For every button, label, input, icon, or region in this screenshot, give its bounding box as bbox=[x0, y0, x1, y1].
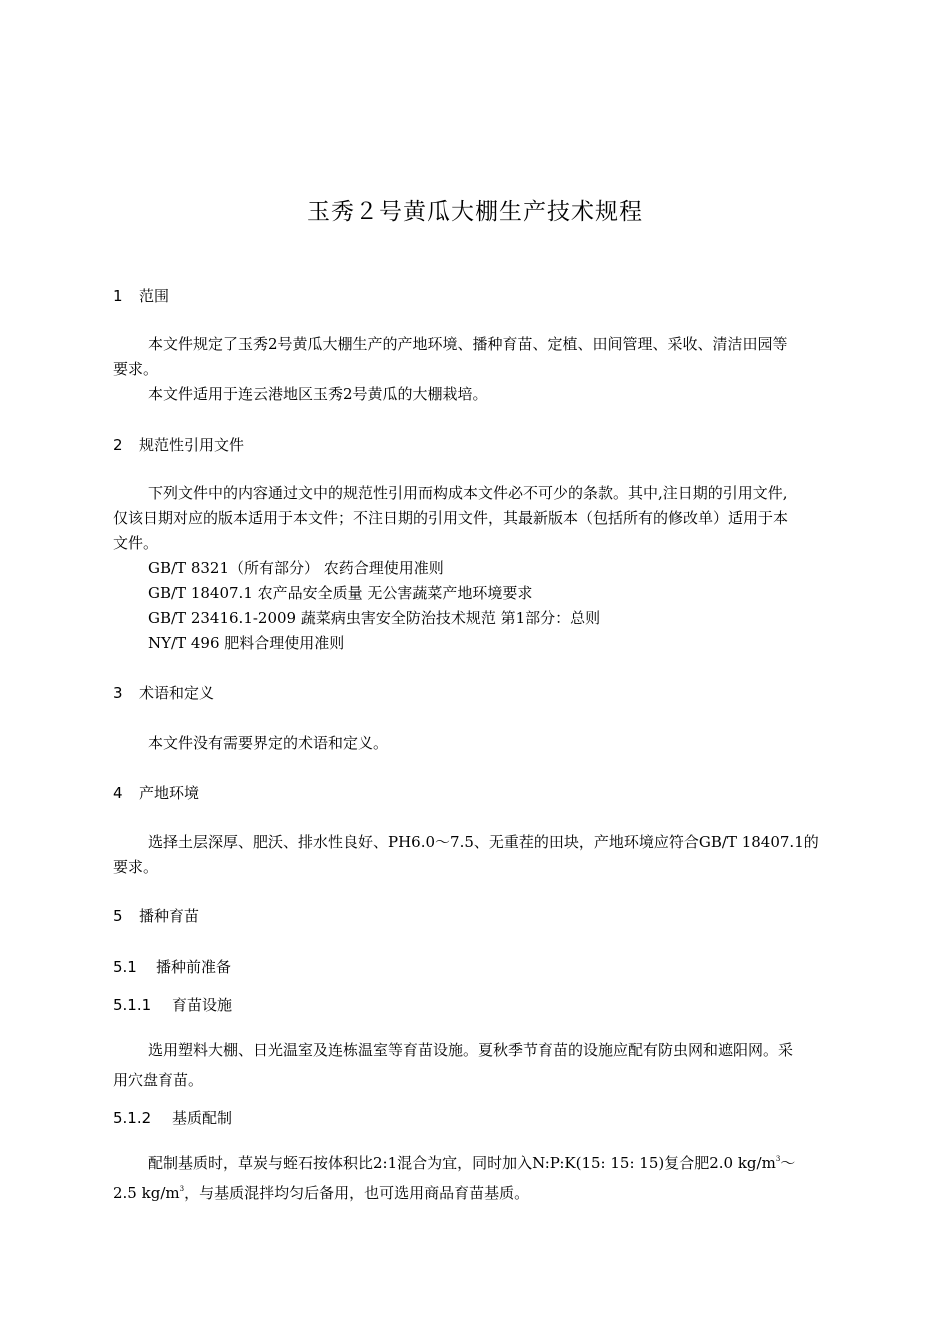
text-run: ～ bbox=[780, 1154, 796, 1172]
section-5-heading bbox=[113, 905, 199, 927]
section-2-heading bbox=[113, 434, 244, 456]
reference-item: GB/T 8321（所有部分） 农药合理使用准则 bbox=[148, 559, 444, 577]
section-1-heading bbox=[113, 285, 169, 307]
paragraph-continuation bbox=[113, 1178, 529, 1208]
section-number: 4 bbox=[113, 784, 123, 802]
section-title: 基质配制 bbox=[172, 1109, 233, 1127]
paragraph: 本文件没有需要界定的术语和定义。 bbox=[148, 734, 389, 752]
paragraph: 下列文件中的内容通过文中的规范性引用而构成本文件必不可少的条款。其中,注日期的引用文件, bbox=[148, 484, 788, 502]
section-title: 播种前准备 bbox=[156, 958, 232, 976]
section-number: 2 bbox=[113, 436, 123, 454]
section-title: 范围 bbox=[139, 287, 170, 305]
reference-item: NY/T 496 肥料合理使用准则 bbox=[148, 634, 345, 652]
text-run: 配制基质时，草炭与蛭石按体积比2:1混合为宜，同时加入N:P:K(15: 15: 15)复合肥2.0 kg/m bbox=[148, 1154, 776, 1172]
paragraph-continuation: 要求。 bbox=[113, 360, 159, 378]
paragraph-continuation: 文件。 bbox=[113, 534, 159, 552]
section-4-heading bbox=[113, 782, 199, 804]
section-number: 5 bbox=[113, 907, 123, 925]
text-run: 2.5 kg/m bbox=[113, 1184, 180, 1202]
paragraph: 本文件适用于连云港地区玉秀2号黄瓜的大棚栽培。 bbox=[148, 385, 488, 403]
section-title: 术语和定义 bbox=[139, 684, 215, 702]
document-title: 玉秀２号黄瓜大棚生产技术规程 bbox=[307, 199, 643, 225]
section-title: 产地环境 bbox=[139, 784, 200, 802]
section-number: 1 bbox=[113, 287, 123, 305]
section-number: 5.1.1 bbox=[113, 996, 152, 1014]
section-number: 3 bbox=[113, 684, 123, 702]
subsection-5-1-heading bbox=[113, 956, 231, 978]
paragraph-continuation: 仅该日期对应的版本适用于本文件；不注日期的引用文件，其最新版本（包括所有的修改单）适用于本 bbox=[113, 509, 789, 527]
section-title: 育苗设施 bbox=[172, 996, 233, 1014]
superscript: 3 bbox=[179, 1185, 185, 1193]
paragraph-continuation: 用穴盘育苗。 bbox=[113, 1071, 204, 1089]
paragraph: 选择土层深厚、肥沃、排水性良好、PH6.0～7.5、无重茬的田块，产地环境应符合GB/T 18407.1的 bbox=[148, 833, 819, 851]
section-title: 播种育苗 bbox=[139, 907, 200, 925]
paragraph bbox=[148, 1148, 795, 1178]
paragraph: 选用塑料大棚、日光温室及连栋温室等育苗设施。夏秋季节育苗的设施应配有防虫网和遮阳网。采 bbox=[148, 1041, 794, 1059]
subsection-5-1-1-heading bbox=[113, 994, 232, 1016]
paragraph-continuation: 要求。 bbox=[113, 858, 159, 876]
text-run: ，与基质混拌均匀后备用，也可选用商品育苗基质。 bbox=[184, 1184, 530, 1202]
reference-item: GB/T 23416.1-2009 蔬菜病虫害安全防治技术规范 第1部分：总则 bbox=[148, 609, 601, 627]
reference-item: GB/T 18407.1 农产品安全质量 无公害蔬菜产地环境要求 bbox=[148, 584, 533, 602]
section-number: 5.1 bbox=[113, 958, 137, 976]
superscript: 3 bbox=[775, 1155, 781, 1163]
section-3-heading bbox=[113, 682, 214, 704]
subsection-5-1-2-heading bbox=[113, 1107, 232, 1129]
section-title: 规范性引用文件 bbox=[139, 436, 245, 454]
paragraph: 本文件规定了玉秀2号黄瓜大棚生产的产地环境、播种育苗、定植、田间管理、采收、清洁田园等 bbox=[148, 335, 788, 353]
section-number: 5.1.2 bbox=[113, 1109, 152, 1127]
